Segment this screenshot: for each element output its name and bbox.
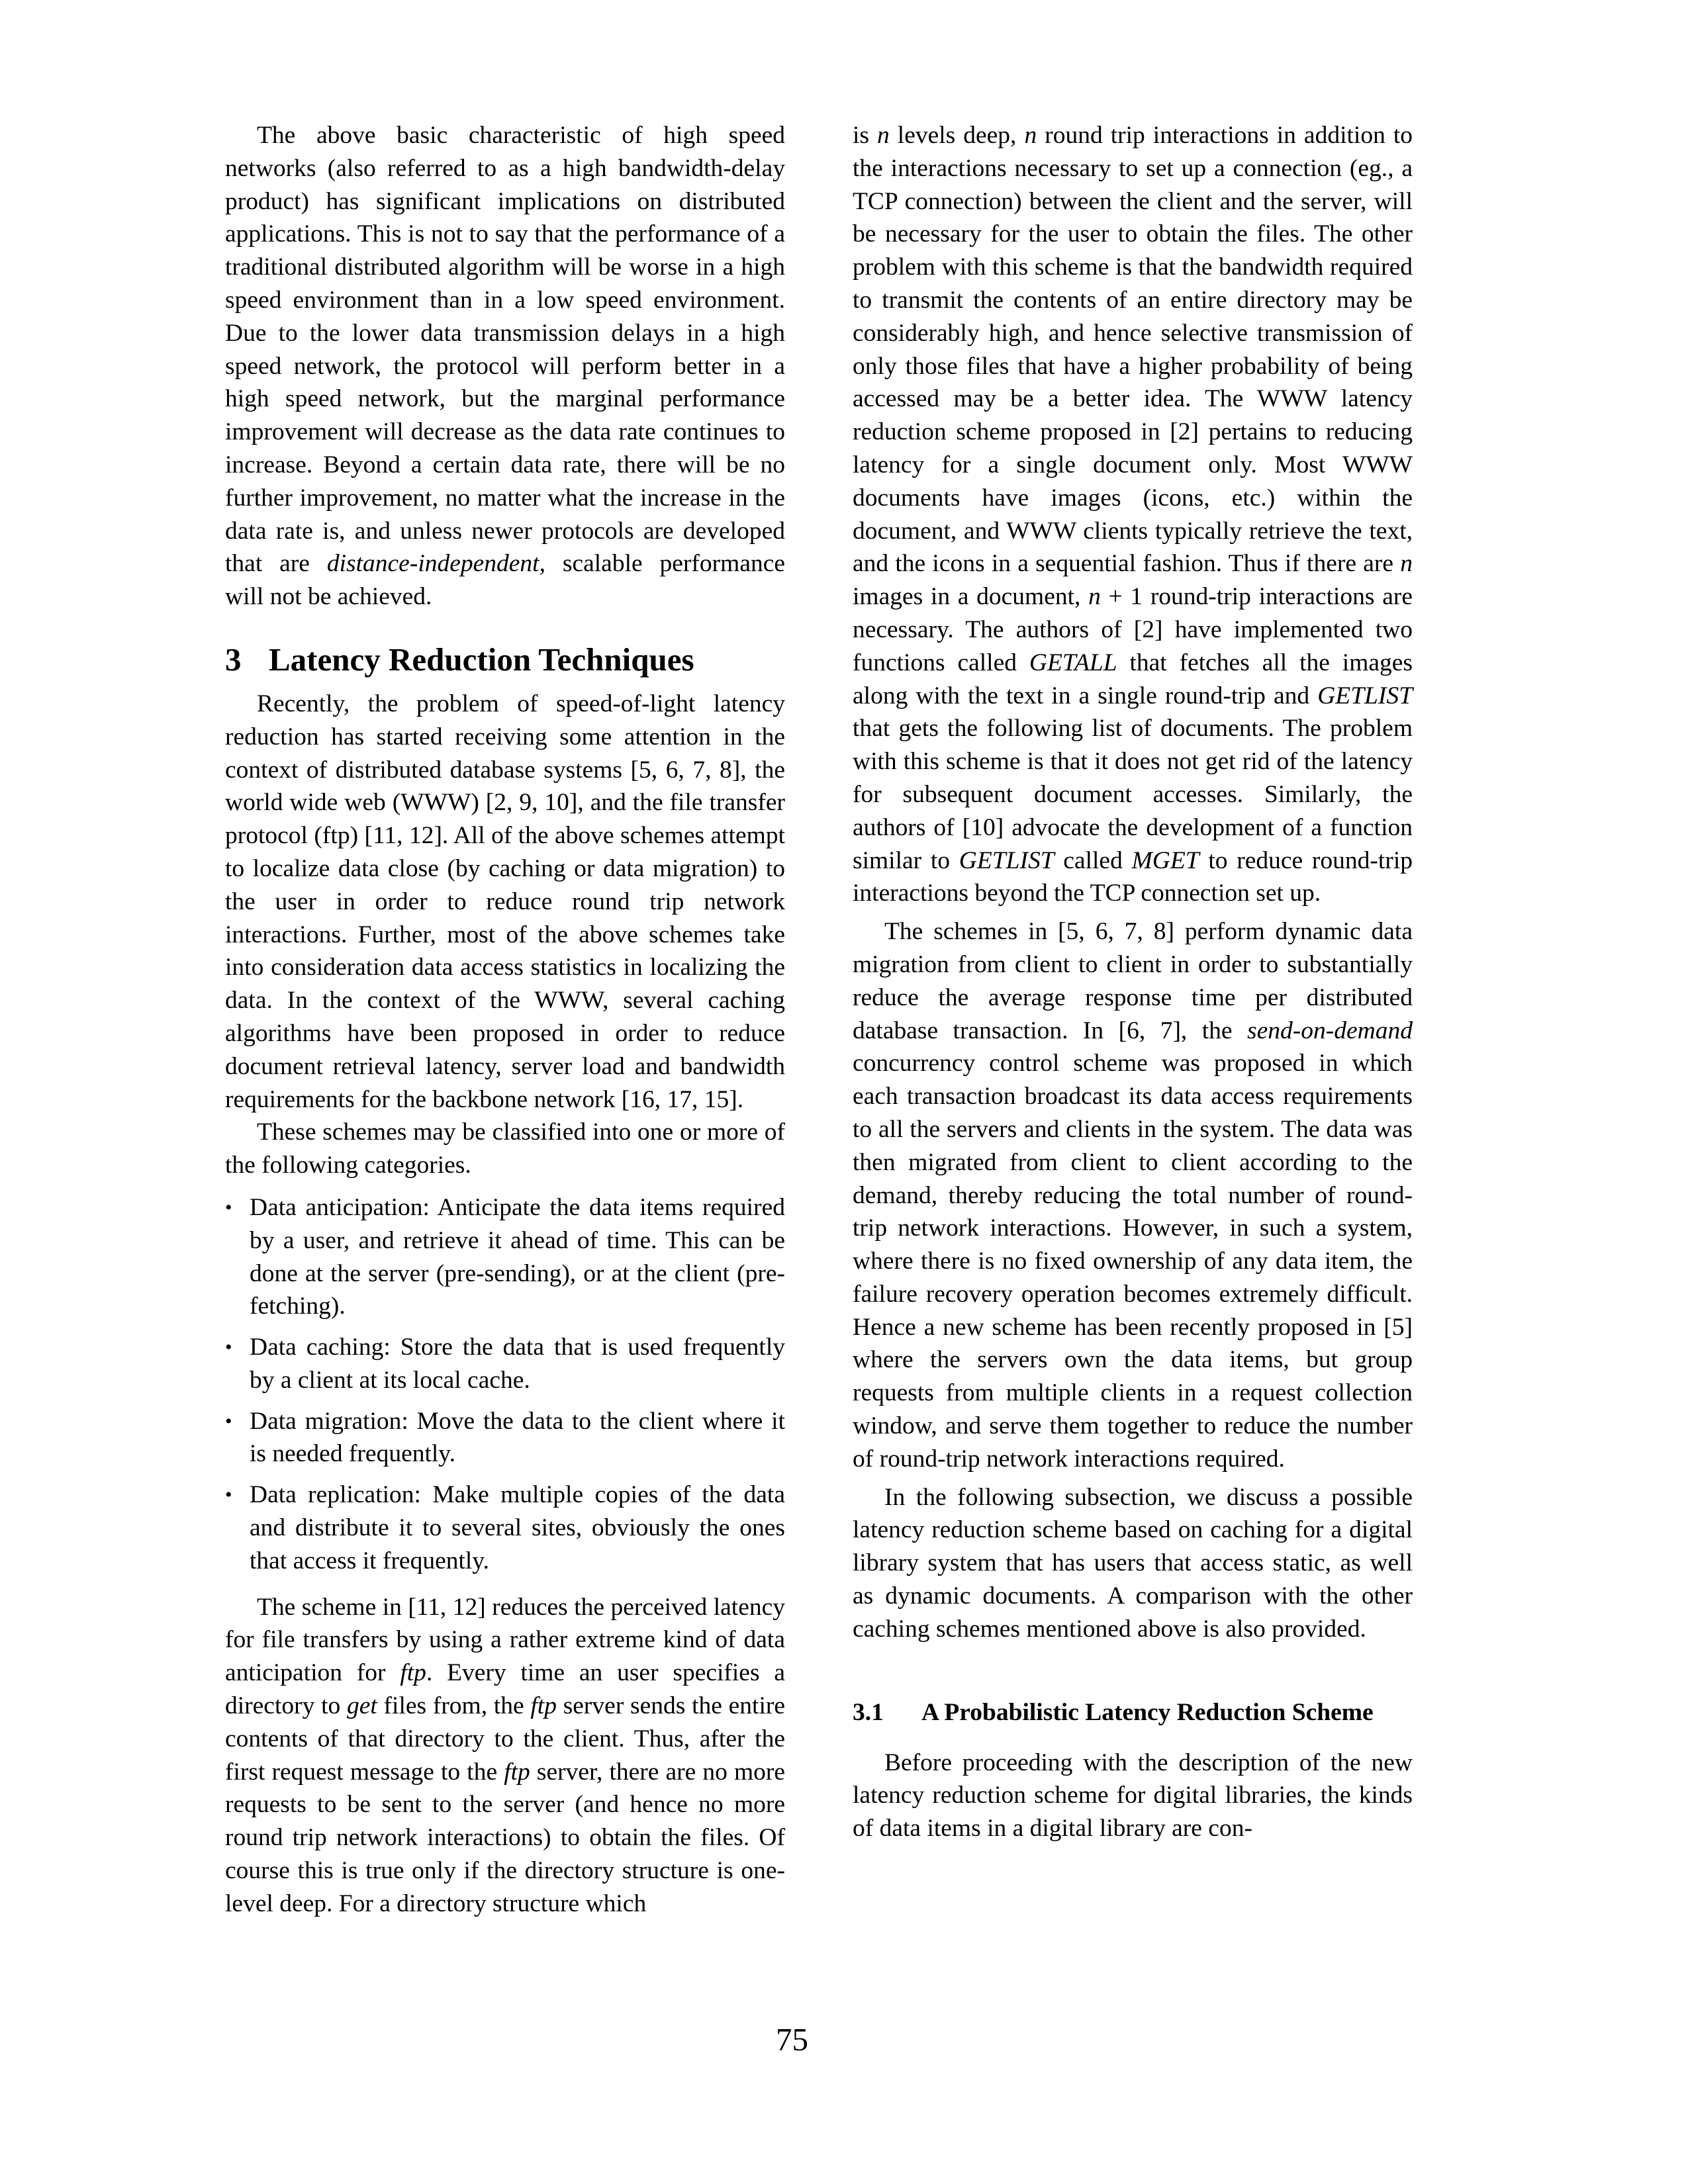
list-item-text: Data anticipation: Anticipate the data items required by a user, and retrieve it ahead of time. This can be done at the server (pre-sending), or at the client (pre-fetching). (250, 1193, 785, 1320)
bullet-icon: • (225, 1196, 232, 1218)
ftp-text-b: . Every time an user specifies a directory to (225, 1659, 785, 1720)
section-heading (225, 641, 785, 678)
cont-text-h: called (1054, 846, 1132, 874)
subsection-title: A Probabilistic Latency Reduction Scheme (921, 1698, 1374, 1726)
cont-text-b: levels deep, (889, 122, 1025, 149)
bullet-icon: • (225, 1410, 232, 1432)
bullet-icon: • (225, 1484, 232, 1506)
get-emphasis: get (346, 1692, 377, 1720)
migration-text-a: The schemes in [5, 6, 7, 8] perform dynamic data migration from client to client in order to substantially reduce the average response time per distributed database transaction. In [6, 7], the (853, 918, 1413, 1044)
intro-paragraph-text: The above basic characteristic of high speed networks (also referred to as a high bandwidth-delay product) has significant implications on distributed applications. This is not to say that the performance of a traditional distributed algorithm will be worse in a high speed environment than in a low speed environment. Due to the lower data transmission delays in a high speed network, the protocol will perform better in a high speed network, but the marginal performance improvement will decrease as the data rate continues to increase. Beyond a certain data rate, there will be no further improvement, no matter what the increase in the data rate is, and unless newer protocols are developed that are (225, 122, 785, 578)
section-number: 3 (225, 641, 242, 678)
subsection-number: 3.1 (853, 1698, 884, 1726)
continuation-paragraph (853, 119, 1413, 910)
following-paragraph: In the following subsection, we discuss a possible latency reduction scheme based on caching for a digital library system that has users that access static, as well as dynamic documents. A comparison with the other caching schemes mentioned above is also provided. (853, 1483, 1413, 1643)
bullet-icon: • (225, 1336, 232, 1359)
category-list (225, 1191, 785, 1578)
math-n: n (877, 122, 890, 149)
list-item (225, 1405, 785, 1471)
intro-paragraph-tail: scalable performance will not be achieved. (225, 550, 786, 611)
ftp-text-e: server, there are no more requests to be sent to the server (and hence no more round trip network interactions) to obtain the files. Of course this is true only if the directory structure is one-level deep. For a directory structure which (225, 1758, 785, 1917)
ftp-text-d: server sends the entire contents of that directory to the client. Thus, after the first request message to the (225, 1692, 785, 1786)
getlist-function: GETLIST (1317, 682, 1413, 709)
send-on-demand-emphasis: send-on-demand (1247, 1017, 1413, 1044)
list-item (225, 1479, 785, 1577)
section-paragraph-1: Recently, the problem of speed-of-light latency reduction has started receiving some attention in the context of distributed database systems [5, 6, 7, 8], the world wide web (WWW) [2, 9, 10], and the file transfer protocol (ftp) [11, 12]. All of the above schemes attempt to localize data close (by caching or data migration) to the user in order to reduce round trip network interactions. Further, most of the above schemes take into consideration data access statistics in localizing the data. In the context of the WWW, several caching algorithms have been proposed in order to reduce document retrieval latency, server load and bandwidth requirements for the backbone network [16, 17, 15]. (225, 690, 785, 1113)
cont-text-f: that fetches all the images along with the text in a single round-trip and (853, 649, 1413, 709)
list-item-text: Data caching: Store the data that is used frequently by a client at its local cache. (250, 1334, 785, 1394)
ftp-emphasis: ftp (530, 1692, 557, 1720)
subsection-paragraph: Before proceeding with the description of the new latency reduction scheme for digital libraries, the kinds of data items in a digital library are con- (853, 1749, 1413, 1843)
migration-text-b: concurrency control scheme was proposed in which each transaction broadcast its data access requirements to all the servers and clients in the system. The data was then migrated from client to client according to the demand, thereby reducing the total number of round-trip network interactions. However, in such a system, where there is no fixed ownership of any data item, the failure recovery operation becomes extremely difficult. Hence a new scheme has been recently proposed in [5] where the servers own the data items, but group requests from multiple clients in a request collection window, and serve them together to reduce the number of round-trip network interactions required. (853, 1050, 1413, 1473)
section-title: Latency Reduction Techniques (269, 641, 694, 678)
section-paragraph-2: These schemes may be classified into one or more of the following categories. (225, 1118, 785, 1179)
list-item (225, 1191, 785, 1323)
math-n: n (1088, 583, 1101, 611)
cont-text-d: images in a document, (853, 583, 1089, 611)
mget-function: MGET (1131, 846, 1199, 874)
right-column (853, 119, 1413, 1845)
cont-text-c: round trip interactions in addition to the interactions necessary to set up a connection (eg., a TCP connection) between the client and the server, will be necessary for the user to obtain the files. The other problem with this scheme is that the bandwidth required to transmit the contents of an entire directory may be considerably high, and hence selective transmission of only those files that have a higher probability of being accessed may be a better idea. The WWW latency reduction scheme proposed in [2] pertains to reducing latency for a single document only. Most WWW documents have images (icons, etc.) within the document, and WWW clients typically retrieve the text, and the icons in a sequential fashion. Thus if there are (853, 122, 1413, 578)
left-column (225, 119, 785, 1921)
subsection-heading (853, 1696, 1413, 1729)
ftp-emphasis: ftp (400, 1659, 426, 1687)
ftp-paragraph (225, 1591, 785, 1921)
migration-paragraph (853, 915, 1413, 1476)
list-item (225, 1331, 785, 1397)
ftp-emphasis: ftp (504, 1758, 530, 1786)
math-n: n (1024, 122, 1037, 149)
getlist-function: GETLIST (959, 846, 1055, 874)
page-number: 75 (776, 2021, 808, 2058)
cont-text-g: that gets the following list of documents. The problem with this scheme is that it does not get rid of the latency for subsequent document accesses. Similarly, the authors of [10] advocate the development of a function similar to (853, 715, 1413, 874)
cont-text-e: + 1 round-trip interactions are necessary. The authors of [2] have implemented two functions called (853, 583, 1413, 676)
ftp-text-c: files from, the (377, 1692, 531, 1720)
distance-independent-emphasis: distance-independent, (326, 550, 545, 578)
intro-paragraph (225, 119, 785, 614)
ftp-text-a: The scheme in [11, 12] reduces the perceived latency for file transfers by using a rather extreme kind of data anticipation for (225, 1593, 785, 1687)
cont-text-a: is (853, 122, 878, 149)
math-n: n (1400, 550, 1413, 578)
list-item-text: Data replication: Make multiple copies of the data and distribute it to several sites, obviously the ones that access it frequently. (250, 1481, 785, 1574)
list-item-text: Data migration: Move the data to the client where it is needed frequently. (250, 1407, 785, 1468)
getall-function: GETALL (1029, 649, 1117, 676)
cont-text-i: to reduce round-trip interactions beyond the TCP connection set up. (853, 846, 1413, 907)
